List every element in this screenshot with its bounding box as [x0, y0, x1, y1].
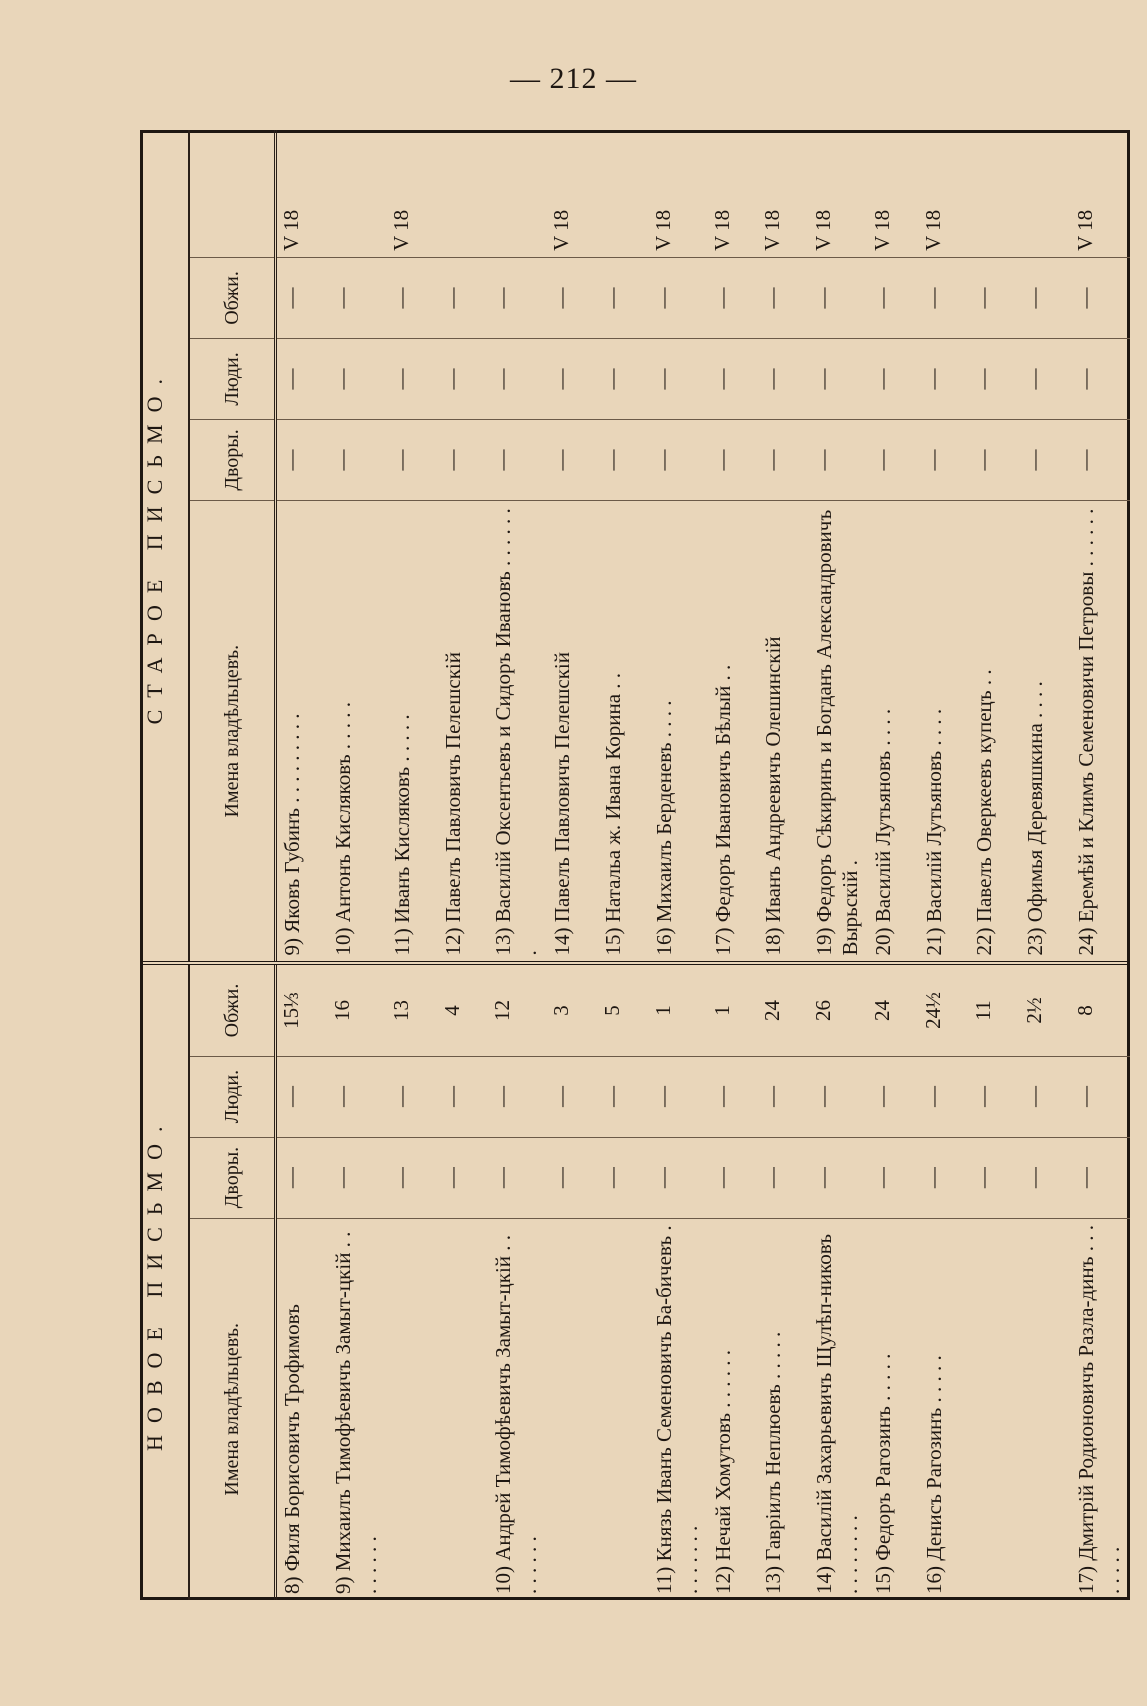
- header-old-obzhi: Обжи.: [189, 257, 276, 338]
- old-obzhi-value: —: [758, 257, 809, 338]
- new-owner-name: 16) Денисъ Рагозинъ . . . . .: [921, 1355, 946, 1594]
- ledger-table: [140, 130, 1130, 1600]
- new-polyi-value: —: [488, 1056, 547, 1137]
- new-owner-name: [1020, 1218, 1071, 1600]
- header-new-polyi: Люди.: [189, 1056, 276, 1137]
- reference-mark: V 18: [868, 130, 919, 257]
- reference-mark: [438, 130, 489, 257]
- old-obzhi-value: —: [969, 257, 1020, 338]
- old-obzhi-value: —: [809, 257, 868, 338]
- new-polyi-value: —: [868, 1056, 919, 1137]
- new-polyi-value: —: [969, 1056, 1020, 1137]
- old-owner-name: 21) Василій Лутьяновъ . . . .: [919, 500, 970, 963]
- new-polyi-value: —: [708, 1056, 759, 1137]
- new-owner-name: 10) Андрей Тимофѣевичъ Замыт-цкій . . . . . . . .: [491, 1234, 542, 1594]
- new-dvory-value: —: [438, 1137, 489, 1218]
- new-dvory-value: —: [1020, 1137, 1071, 1218]
- new-owner-name: [387, 1218, 438, 1600]
- old-obzhi-value: —: [328, 257, 387, 338]
- old-owner-name: 17) Федоръ Ивановичъ Бѣлый . .: [708, 500, 759, 963]
- new-owner-name: 11) Князь Иванъ Семеновичъ Ба-бичевъ . . . . . . . .: [651, 1225, 702, 1594]
- new-obzhi-value: 26: [809, 963, 868, 1056]
- new-dvory-value: —: [969, 1137, 1020, 1218]
- new-obzhi-value: 8: [1071, 963, 1130, 1056]
- old-obzhi-value: —: [438, 257, 489, 338]
- old-owner-name: 11) Иванъ Кисляковъ . . . . .: [387, 500, 438, 963]
- old-polyi-value: —: [649, 338, 708, 419]
- table-row: [598, 130, 649, 1600]
- new-polyi-value: —: [328, 1056, 387, 1137]
- new-dvory-value: —: [809, 1137, 868, 1218]
- reference-mark: [328, 130, 387, 257]
- new-obzhi-value: 24: [868, 963, 919, 1056]
- old-polyi-value: —: [1071, 338, 1130, 419]
- old-obzhi-value: —: [1020, 257, 1071, 338]
- new-polyi-value: —: [598, 1056, 649, 1137]
- new-dvory-value: —: [387, 1137, 438, 1218]
- reference-mark: [1020, 130, 1071, 257]
- old-obzhi-value: —: [387, 257, 438, 338]
- old-dvory-value: —: [708, 419, 759, 500]
- new-polyi-value: —: [1020, 1056, 1071, 1137]
- new-dvory-value: —: [758, 1137, 809, 1218]
- old-owner-name: 24) Еремѣй и Климъ Семеновичи Петровы . . . . . .: [1071, 500, 1130, 963]
- new-dvory-value: —: [598, 1137, 649, 1218]
- section-old-title: СТАРОЕ ПИСЬМО.: [140, 130, 189, 963]
- old-dvory-value: —: [387, 419, 438, 500]
- new-obzhi-value: 1: [708, 963, 759, 1056]
- new-polyi-value: —: [438, 1056, 489, 1137]
- new-owner-name: [547, 1218, 598, 1600]
- old-polyi-value: —: [708, 338, 759, 419]
- old-owner-name: 9) Яковъ Губинъ . . . . . . . . .: [276, 500, 328, 963]
- old-dvory-value: —: [868, 419, 919, 500]
- new-dvory-value: —: [547, 1137, 598, 1218]
- table-row: [969, 130, 1020, 1600]
- old-dvory-value: —: [1020, 419, 1071, 500]
- reference-mark: V 18: [649, 130, 708, 257]
- new-dvory-value: —: [919, 1137, 970, 1218]
- new-obzhi-value: 5: [598, 963, 649, 1056]
- header-ref: [189, 130, 276, 257]
- old-polyi-value: —: [598, 338, 649, 419]
- ledger-body: [276, 130, 1131, 1600]
- old-polyi-value: —: [438, 338, 489, 419]
- old-owner-name: 14) Павелъ Павловичъ Пелешскій: [547, 500, 598, 963]
- table-row: [547, 130, 598, 1600]
- old-dvory-value: —: [328, 419, 387, 500]
- table-row: [1071, 130, 1130, 1600]
- new-dvory-value: —: [276, 1137, 328, 1218]
- new-obzhi-value: 24: [758, 963, 809, 1056]
- old-polyi-value: —: [276, 338, 328, 419]
- table-row: [488, 130, 547, 1600]
- new-obzhi-value: 1: [649, 963, 708, 1056]
- old-obzhi-value: —: [598, 257, 649, 338]
- new-polyi-value: —: [919, 1056, 970, 1137]
- table-row: [649, 130, 708, 1600]
- ledger-rotated: [140, 130, 1130, 1600]
- reference-mark: V 18: [547, 130, 598, 257]
- old-owner-name: 10) Антонъ Кисляковъ . . . . .: [328, 500, 387, 963]
- table-row: [276, 130, 328, 1600]
- new-owner-name: 13) Гаврiилъ Неплюевъ . . . . .: [761, 1331, 786, 1594]
- old-polyi-value: —: [328, 338, 387, 419]
- old-dvory-value: —: [276, 419, 328, 500]
- old-dvory-value: —: [758, 419, 809, 500]
- new-dvory-value: —: [868, 1137, 919, 1218]
- reference-mark: [488, 130, 547, 257]
- new-owner-name: [598, 1218, 649, 1600]
- old-obzhi-value: —: [488, 257, 547, 338]
- new-dvory-value: —: [708, 1137, 759, 1218]
- table-row: [1020, 130, 1071, 1600]
- table-row: [919, 130, 970, 1600]
- old-owner-name: 12) Павелъ Павловичъ Пелешскій: [438, 500, 489, 963]
- section-new-title: НОВОЕ ПИСЬМО.: [140, 963, 189, 1600]
- new-dvory-value: —: [488, 1137, 547, 1218]
- new-polyi-value: —: [276, 1056, 328, 1137]
- old-dvory-value: —: [969, 419, 1020, 500]
- new-polyi-value: —: [1071, 1056, 1130, 1137]
- table-row: [438, 130, 489, 1600]
- old-obzhi-value: —: [649, 257, 708, 338]
- new-obzhi-value: 2½: [1020, 963, 1071, 1056]
- new-obzhi-value: 4: [438, 963, 489, 1056]
- old-polyi-value: —: [969, 338, 1020, 419]
- old-dvory-value: —: [1071, 419, 1130, 500]
- old-dvory-value: —: [598, 419, 649, 500]
- new-obzhi-value: 11: [969, 963, 1020, 1056]
- new-polyi-value: —: [649, 1056, 708, 1137]
- reference-mark: V 18: [708, 130, 759, 257]
- old-dvory-value: —: [547, 419, 598, 500]
- old-obzhi-value: —: [1071, 257, 1130, 338]
- old-polyi-value: —: [919, 338, 970, 419]
- new-obzhi-value: 24½: [919, 963, 970, 1056]
- old-polyi-value: —: [758, 338, 809, 419]
- new-owner-name: 12) Нечай Хомутовъ . . . . . .: [710, 1350, 735, 1594]
- new-owner-name: [969, 1218, 1020, 1600]
- reference-mark: V 18: [919, 130, 970, 257]
- reference-mark: [598, 130, 649, 257]
- header-new-obzhi: Обжи.: [189, 963, 276, 1056]
- new-dvory-value: —: [1071, 1137, 1130, 1218]
- reference-mark: V 18: [809, 130, 868, 257]
- new-dvory-value: —: [649, 1137, 708, 1218]
- old-obzhi-value: —: [919, 257, 970, 338]
- new-polyi-value: —: [809, 1056, 868, 1137]
- old-polyi-value: —: [387, 338, 438, 419]
- header-old-polyi: Люди.: [189, 338, 276, 419]
- new-owner-name: 15) Федоръ Рагозинъ . . . . .: [871, 1353, 896, 1594]
- old-owner-name: 15) Натальа ж. Ивана Корина . .: [598, 500, 649, 963]
- new-owner-name: 17) Дмитрій Родионовичъ Разла-динъ . . . . . . . .: [1073, 1225, 1124, 1594]
- reference-mark: V 18: [1071, 130, 1130, 257]
- header-new-dvory: Дворы.: [189, 1137, 276, 1218]
- reference-mark: V 18: [387, 130, 438, 257]
- old-dvory-value: —: [809, 419, 868, 500]
- new-polyi-value: —: [547, 1056, 598, 1137]
- old-polyi-value: —: [547, 338, 598, 419]
- new-owner-name: 8) Филя Борисовичъ Трофимовъ: [280, 1304, 304, 1594]
- new-owner-name: 9) Михаилъ Тимофѣевичъ Замыт-цкій . . . . . . . .: [330, 1231, 381, 1594]
- page-number: — 212 —: [510, 62, 637, 95]
- old-dvory-value: —: [438, 419, 489, 500]
- old-owner-name: 13) Василій Оксентьевъ и Сидоръ Ивановъ . . . . . . .: [488, 500, 547, 963]
- table-row: [758, 130, 809, 1600]
- new-obzhi-value: 15⅓: [276, 963, 328, 1056]
- old-owner-name: 22) Павелъ Оверкеевъ купецъ . .: [969, 500, 1020, 963]
- table-row: [868, 130, 919, 1600]
- old-obzhi-value: —: [547, 257, 598, 338]
- new-owner-name: [438, 1218, 489, 1600]
- table-row: [328, 130, 387, 1600]
- table-row: [809, 130, 868, 1600]
- old-polyi-value: —: [809, 338, 868, 419]
- new-polyi-value: —: [387, 1056, 438, 1137]
- old-owner-name: 19) Федоръ Сѣкиринъ и Богданъ Александровичъ Вырьскій .: [809, 500, 868, 963]
- old-owner-name: 23) Офимья Деревяшкина . . . .: [1020, 500, 1071, 963]
- old-obzhi-value: —: [868, 257, 919, 338]
- old-owner-name: 18) Иванъ Андреевичъ Олешинскій: [758, 500, 809, 963]
- table-row: [708, 130, 759, 1600]
- table-row: [387, 130, 438, 1600]
- old-obzhi-value: —: [708, 257, 759, 338]
- old-owner-name: 20) Василій Лутьяновъ . . . .: [868, 500, 919, 963]
- reference-mark: [969, 130, 1020, 257]
- reference-mark: V 18: [758, 130, 809, 257]
- new-obzhi-value: 13: [387, 963, 438, 1056]
- old-polyi-value: —: [868, 338, 919, 419]
- old-dvory-value: —: [919, 419, 970, 500]
- new-obzhi-value: 16: [328, 963, 387, 1056]
- new-obzhi-value: 12: [488, 963, 547, 1056]
- new-dvory-value: —: [328, 1137, 387, 1218]
- header-new-owners: Имена владѣльцевъ.: [189, 1218, 276, 1600]
- new-owner-name: 14) Василій Захарьевичъ Щулѣп-никовъ . . . . . . . .: [812, 1233, 863, 1594]
- old-dvory-value: —: [649, 419, 708, 500]
- new-obzhi-value: 3: [547, 963, 598, 1056]
- old-owner-name: 16) Михаилъ Берденевъ . . . .: [649, 500, 708, 963]
- old-dvory-value: —: [488, 419, 547, 500]
- reference-mark: V 18: [276, 130, 328, 257]
- old-polyi-value: —: [1020, 338, 1071, 419]
- header-old-owners: Имена владѣльцевъ.: [189, 500, 276, 963]
- old-obzhi-value: —: [276, 257, 328, 338]
- old-polyi-value: —: [488, 338, 547, 419]
- header-old-dvory: Дворы.: [189, 419, 276, 500]
- new-polyi-value: —: [758, 1056, 809, 1137]
